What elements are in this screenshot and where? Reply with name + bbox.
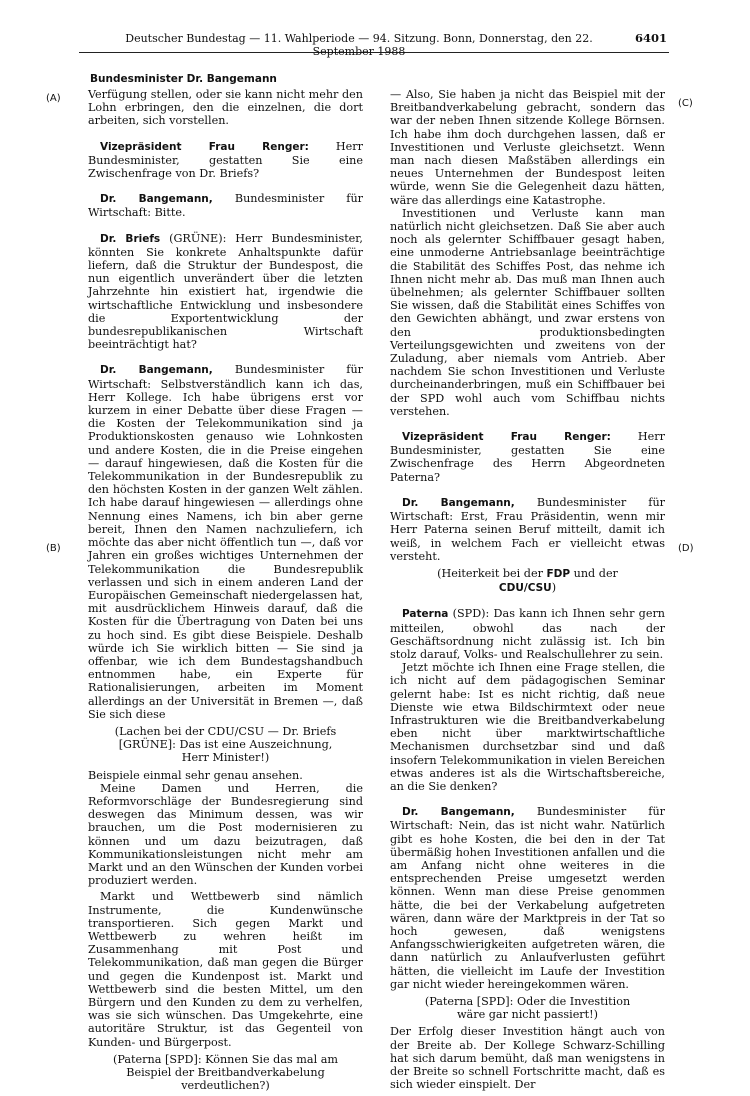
speech-text: Herr Bundesminister, gestatten Sie eine Zwischenfrage des Herrn Abgeordneten Paterna? (390, 430, 665, 484)
interjection-text: (Heiterkeit bei der (437, 566, 547, 580)
paragraph (88, 232, 363, 352)
speaker-name: Vizepräsident Frau Renger: (402, 431, 611, 444)
paragraph: — Also, Sie haben ja nicht das Beispiel mit der Breitbandverkabelung gebracht, sondern das war der neben Ihnen sitzende Kollege Börnsen. Ich habe ihm doch durchgehen lassen, daß er Investitionen und Verluste gleichsetzt. Wenn man nach diesen Maßstäben allerdings ein neues Unternehmen der Bundespost leiten würde, wenn Sie die Gelegenheit dazu hätten, wäre das allerdings eine Katastrophe. (390, 88, 665, 207)
speaker-name: Dr. Bangemann, (100, 193, 213, 206)
margin-marker-c: (C) (678, 98, 693, 109)
paragraph (88, 192, 363, 219)
paragraph: Markt und Wettbewerb sind nämlich Instrumente, die Kundenwünsche transportieren. Sich gegen Markt und Wettbewerb zu wehren heißt im Zusammenhang mit Post und Telekommunikation, daß man gegen die Bürger und gegen die Kundenpost ist. Markt und Wettbewerb sind die besten Mittel, um den Bürgern und den Kunden zu dem zu verhelfen, was sie sich wünschen. Das Umgekehrte, eine autoritäre Struktur, ist das Gegenteil von Kunden- und Bürgerpost. (88, 890, 363, 1049)
speaker-name: Dr. Bangemann, (402, 806, 515, 819)
paragraph (88, 140, 363, 181)
interjection (390, 567, 665, 595)
speaker-name: Dr. Briefs (100, 232, 161, 245)
speech-text: Bundesminister für Wirtschaft: Bitte. (88, 192, 363, 220)
left-column (88, 88, 363, 1096)
interjection-text: ) (551, 581, 557, 595)
interjection: (Lachen bei der CDU/CSU — Dr. Briefs [GRÜNE]: Das ist eine Auszeichnung, Herr Minister!) (114, 724, 337, 765)
paragraph (390, 607, 665, 661)
speaker-name: Dr. Bangemann, (100, 364, 213, 377)
page-header (79, 28, 669, 58)
party-name: CDU/CSU (498, 582, 552, 595)
paragraph (390, 430, 665, 484)
paragraph (390, 496, 665, 563)
paragraph: Der Erfolg dieser Investition hängt auch von der Breite ab. Der Kollege Schwarz-Schilling hat sich darum bemüht, daß man wenigstens in der Breite so schnell Fortschritte macht, daß es sich wieder einspielt. Der (390, 1025, 665, 1092)
margin-marker-d: (D) (678, 543, 694, 554)
interjection: (Paterna [SPD]: Können Sie das mal am Beispiel der Breitbandverkabelung verdeutlichen?) (113, 1052, 338, 1093)
margin-marker-b: (B) (46, 543, 61, 554)
speech-text: (SPD): Das kann ich Ihnen sehr gern mitteilen, obwohl das nach der Geschäftsordnung nicht zulässig ist. Ich bin stolz darauf, Volks- und Realschullehrer zu sein. (390, 607, 665, 661)
interjection: (Paterna [SPD]: Oder die Investition wäre gar nicht passiert!) (424, 995, 631, 1022)
interjection-text: und der (570, 566, 618, 580)
speaker-name: Paterna (402, 608, 449, 621)
speech-text: (GRÜNE): Herr Bundesminister, könnten Sie konkrete Anhaltspunkte dafür liefern, daß die Struktur der Bundespost, die nun eigentlich unverändert über die letzten Jahrzehnte hin existiert hat, irgendwie die wirtschaftliche Entwicklung und insbesondere die Exportentwicklung der bundesrepublikanischen Wirtschaft beeinträchtigt hat? (88, 231, 363, 352)
right-column (390, 88, 665, 1091)
speaker-name: Dr. Bangemann, (402, 496, 515, 509)
paragraph: Meine Damen und Herren, die Reformvorschläge der Bundesregierung sind deswegen das Minimum dessen, was wir brauchen, um die Post modernisieren zu können und um dazu beizutragen, daß Kommunikationsleistungen nicht mehr am Markt und an den Wünschen der Kunden vorbei produziert werden. (88, 781, 363, 888)
paragraph (88, 363, 363, 720)
paragraph: Jetzt möchte ich Ihnen eine Frage stellen, die ich nicht auf dem pädagogischen Seminar gelernt habe: Ist es nicht richtig, daß neue Dienste wie etwa Bildschirmtext oder neue Infrastrukturen wie die Breitbandverkabelung eben nicht über marktwirtschaftliche Mechanismen durchsetzbar sind und daß insofern Telekommunikation in vielen Bereichen etwas anderes ist als die Wirtschaftsbereiche, an die Sie denken? (390, 661, 665, 793)
paragraph: Verfügung stellen, oder sie kann nicht mehr den Lohn erbringen, den die einzelnen, die dort arbeiten, sich vorstellen. (88, 88, 363, 128)
margin-marker-a: (A) (46, 93, 61, 104)
page-number: 6401 (634, 31, 667, 45)
paragraph: Beispiele einmal sehr genau ansehen. (88, 768, 303, 782)
speech-text: Bundesminister für Wirtschaft: Nein, das ist nicht wahr. Natürlich gibt es hohe Kosten, die bei den in der Tat übermäßig hohen Investitionen anfallen und die am Anfang nicht ohne weiteres in die entsprechenden Preise umgesetzt werden können. Wenn man diese Preise genommen hätte, die bei der Verkabelung aufgetreten wären, dann wäre der Marktpreis in der Tat so hoch gewesen, daß wenigstens Anfangsschwierigkeiten aufgetreten wären, die dann natürlich zu Anlaufverlusten geführt hätten, die vielleicht im Laufe der Investition gar nicht wieder hereingekommen wären. (390, 805, 665, 991)
header-text: Deutscher Bundestag — 11. Wahlperiode — 94. Sitzung. Bonn, Donnerstag, den 22. September 1988 (125, 32, 593, 58)
paragraph: Investitionen und Verluste kann man natürlich nicht gleichsetzen. Daß Sie aber auch noch als gelernter Schiffbauer gesagt haben, eine unmoderne Antriebsanlage beeinträchtige die Stabilität des Schiffes Post, das nehme ich Ihnen nicht mehr ab. Das muß man Ihnen auch übelnehmen; als gelernter Schiffbauer sollten Sie wissen, daß die Stabilität eines Schiffes von den Gewichten abhängt, und zwar erstens von den produktionsbedingten Verteilungsgewichten und zweitens von der Zuladung, aber niemals vom Antrieb. Aber nachdem Sie schon Investitionen und Verluste durcheinanderbringen, muß ein Schiffbauer bei der SPD wohl auch vom Schiffbau nichts verstehen. (390, 206, 665, 418)
speech-text: Bundesminister für Wirtschaft: Erst, Frau Präsidentin, wenn mir Herr Paterna seinen Beruf mitteilt, damit ich weiß, in welchem Fach er vielleicht etwas versteht. (390, 495, 665, 563)
speech-text: Bundesminister für Wirtschaft: Selbstverständlich kann ich das, Herr Kollege. Ich habe übrigens erst vor kurzem in einer Debatte über diese Fragen — die Kosten der Telekommunikation sind ja Produktionskosten genauso wie Lohnkosten und andere Kosten, die in die Preise eingehen — darauf hingewiesen, daß die Kosten für die Telekommunikation in der Bundesrepublik zu den höchsten Kosten in der ganzen Welt zählen. Ich habe darauf hingewiesen — allerdings ohne Nennung eines Namens, ich bin aber gerne bereit, Ihnen den Namen nachzuliefern, ich möchte das aber nicht öffentlich tun —, daß vor Jahren ein großes wichtiges Unternehmen der Telekommunikation die Bundesrepublik verlassen und sich in einem anderen Land der Europäischen Gemeinschaft niedergelassen hat, mit ausdrücklichem Hinweis darauf, daß die Kosten für die Übertragung von Daten bei uns zu hoch sind. Es gibt diese Beispiele. Deshalb würde ich Sie wirklich bitten — Sie sind ja offenbar, wie ich dem Bundestagshandbuch entnommen habe, ein Experte für Rationalisierungen, arbeiten im Moment allerdings an der Universität in Bremen —, daß Sie sich diese (88, 363, 363, 721)
speaker-name: Vizepräsident Frau Renger: (100, 140, 309, 153)
speech-text: Herr Bundesminister, gestatten Sie eine Zwischenfrage von Dr. Briefs? (88, 139, 363, 181)
paragraph (390, 805, 665, 991)
party-name: FDP (546, 567, 571, 580)
running-speaker: Bundesminister Dr. Bangemann (90, 73, 277, 85)
